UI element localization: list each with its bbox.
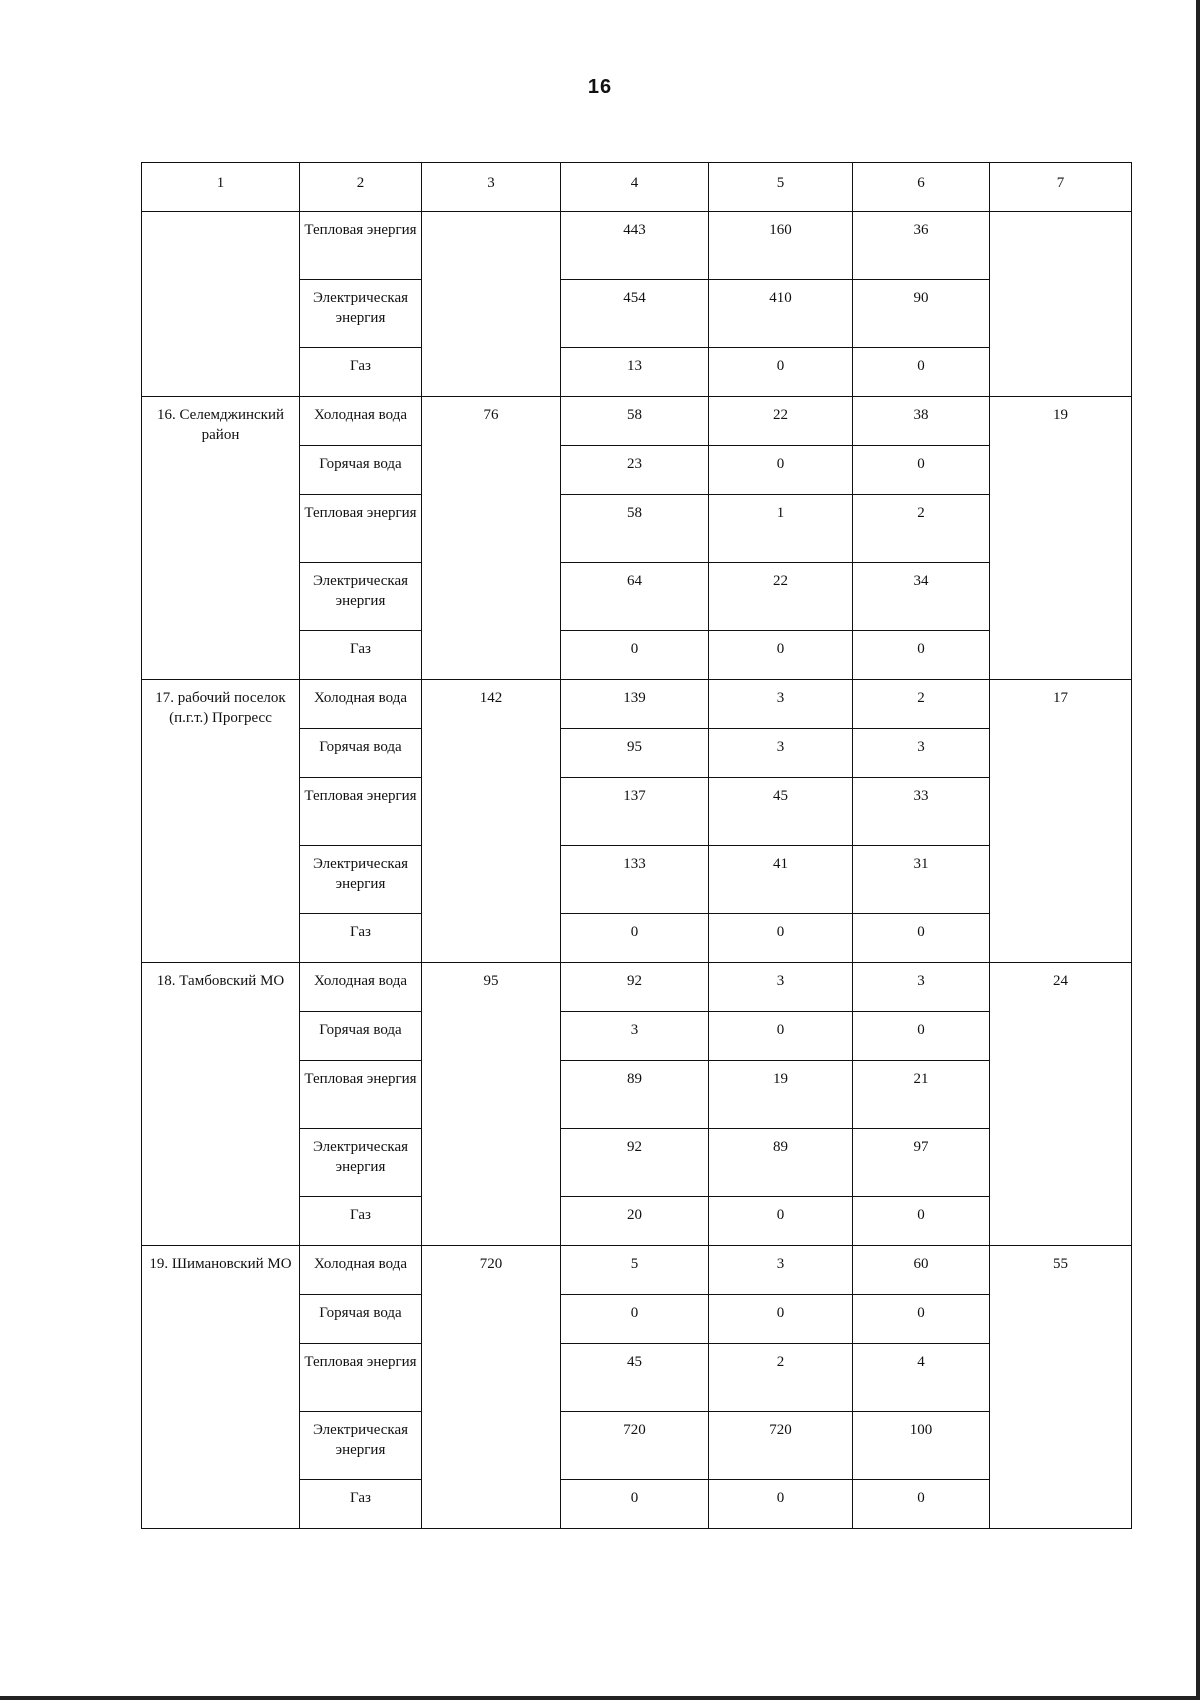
col4-cell: 95: [561, 729, 709, 778]
col4-cell: 443: [561, 212, 709, 280]
col5-cell: 0: [709, 1480, 853, 1529]
col5-cell: 1: [709, 495, 853, 563]
col6-cell: 0: [853, 1295, 990, 1344]
header-cell: 4: [561, 163, 709, 212]
col6-cell: 34: [853, 563, 990, 631]
col5-cell: 89: [709, 1129, 853, 1197]
col5-cell: 41: [709, 846, 853, 914]
col6-cell: 2: [853, 495, 990, 563]
col6-cell: 33: [853, 778, 990, 846]
col4-cell: 23: [561, 446, 709, 495]
col5-cell: 0: [709, 914, 853, 963]
col6-cell: 31: [853, 846, 990, 914]
header-cell: 2: [300, 163, 422, 212]
col3-cell: 142: [422, 680, 561, 963]
col4-cell: 58: [561, 495, 709, 563]
resource-cell: Холодная вода: [300, 1246, 422, 1295]
col5-cell: 0: [709, 1197, 853, 1246]
col5-cell: 2: [709, 1344, 853, 1412]
col5-cell: 22: [709, 397, 853, 446]
col4-cell: 0: [561, 1295, 709, 1344]
resource-cell: Электрическая энергия: [300, 1412, 422, 1480]
col6-cell: 4: [853, 1344, 990, 1412]
col4-cell: 0: [561, 914, 709, 963]
col6-cell: 0: [853, 631, 990, 680]
page-number: 16: [587, 76, 613, 98]
col5-cell: 720: [709, 1412, 853, 1480]
header-cell: 6: [853, 163, 990, 212]
resource-cell: Холодная вода: [300, 397, 422, 446]
col5-cell: 0: [709, 446, 853, 495]
col4-cell: 0: [561, 1480, 709, 1529]
col6-cell: 0: [853, 1012, 990, 1061]
table-row: [142, 397, 1132, 446]
region-cell: 17. рабочий поселок (п.г.т.) Прогресс: [142, 680, 300, 963]
region-cell: 16. Селемджинский район: [142, 397, 300, 680]
col6-cell: 0: [853, 914, 990, 963]
col4-cell: 92: [561, 1129, 709, 1197]
col6-cell: 0: [853, 348, 990, 397]
col4-cell: 13: [561, 348, 709, 397]
col5-cell: 0: [709, 631, 853, 680]
col4-cell: 720: [561, 1412, 709, 1480]
col4-cell: 137: [561, 778, 709, 846]
table-body: [142, 163, 1132, 1529]
resource-cell: Холодная вода: [300, 963, 422, 1012]
col4-cell: 0: [561, 631, 709, 680]
col5-cell: 0: [709, 1295, 853, 1344]
col6-cell: 0: [853, 1480, 990, 1529]
col3-cell: 720: [422, 1246, 561, 1529]
col4-cell: 20: [561, 1197, 709, 1246]
resource-cell: Горячая вода: [300, 446, 422, 495]
col4-cell: 89: [561, 1061, 709, 1129]
col6-cell: 3: [853, 963, 990, 1012]
col7-cell: 24: [990, 963, 1132, 1246]
header-row: [142, 163, 1132, 212]
col7-cell: [990, 212, 1132, 397]
table-row: [142, 212, 1132, 280]
header-cell: 5: [709, 163, 853, 212]
resource-cell: Тепловая энергия: [300, 778, 422, 846]
col5-cell: 45: [709, 778, 853, 846]
resource-cell: Газ: [300, 348, 422, 397]
resource-cell: Холодная вода: [300, 680, 422, 729]
resource-cell: Горячая вода: [300, 1295, 422, 1344]
col4-cell: 133: [561, 846, 709, 914]
data-table: [141, 162, 1132, 1529]
resource-cell: Электрическая энергия: [300, 563, 422, 631]
col3-cell: [422, 212, 561, 397]
col7-cell: 17: [990, 680, 1132, 963]
resource-cell: Газ: [300, 1197, 422, 1246]
col4-cell: 64: [561, 563, 709, 631]
resource-cell: Газ: [300, 631, 422, 680]
col6-cell: 21: [853, 1061, 990, 1129]
scan-edge-right: [1196, 0, 1200, 1700]
col5-cell: 160: [709, 212, 853, 280]
resource-cell: Тепловая энергия: [300, 1061, 422, 1129]
header-cell: 1: [142, 163, 300, 212]
region-cell: [142, 212, 300, 397]
col5-cell: 3: [709, 1246, 853, 1295]
col6-cell: 90: [853, 280, 990, 348]
col5-cell: 3: [709, 729, 853, 778]
resource-cell: Электрическая энергия: [300, 280, 422, 348]
col7-cell: 55: [990, 1246, 1132, 1529]
header-cell: 3: [422, 163, 561, 212]
col6-cell: 100: [853, 1412, 990, 1480]
col6-cell: 3: [853, 729, 990, 778]
resource-cell: Газ: [300, 1480, 422, 1529]
col4-cell: 139: [561, 680, 709, 729]
resource-cell: Горячая вода: [300, 729, 422, 778]
col6-cell: 36: [853, 212, 990, 280]
resource-cell: Тепловая энергия: [300, 495, 422, 563]
header-cell: 7: [990, 163, 1132, 212]
col4-cell: 58: [561, 397, 709, 446]
col6-cell: 97: [853, 1129, 990, 1197]
col5-cell: 0: [709, 1012, 853, 1061]
scan-edge-bottom: [0, 1696, 1200, 1700]
table-row: [142, 1246, 1132, 1295]
resource-cell: Электрическая энергия: [300, 846, 422, 914]
col4-cell: 5: [561, 1246, 709, 1295]
col6-cell: 60: [853, 1246, 990, 1295]
col5-cell: 3: [709, 680, 853, 729]
region-cell: 18. Тамбовский МО: [142, 963, 300, 1246]
col6-cell: 0: [853, 1197, 990, 1246]
col6-cell: 2: [853, 680, 990, 729]
resource-cell: Газ: [300, 914, 422, 963]
col5-cell: 0: [709, 348, 853, 397]
resource-cell: Тепловая энергия: [300, 212, 422, 280]
col5-cell: 19: [709, 1061, 853, 1129]
col7-cell: 19: [990, 397, 1132, 680]
col4-cell: 454: [561, 280, 709, 348]
col5-cell: 22: [709, 563, 853, 631]
col6-cell: 0: [853, 446, 990, 495]
col6-cell: 38: [853, 397, 990, 446]
col3-cell: 76: [422, 397, 561, 680]
region-cell: 19. Шимановский МО: [142, 1246, 300, 1529]
resource-cell: Горячая вода: [300, 1012, 422, 1061]
col5-cell: 3: [709, 963, 853, 1012]
col4-cell: 92: [561, 963, 709, 1012]
resource-cell: Электрическая энергия: [300, 1129, 422, 1197]
col4-cell: 3: [561, 1012, 709, 1061]
resource-cell: Тепловая энергия: [300, 1344, 422, 1412]
col3-cell: 95: [422, 963, 561, 1246]
table-row: [142, 963, 1132, 1012]
table-row: [142, 680, 1132, 729]
col5-cell: 410: [709, 280, 853, 348]
col4-cell: 45: [561, 1344, 709, 1412]
